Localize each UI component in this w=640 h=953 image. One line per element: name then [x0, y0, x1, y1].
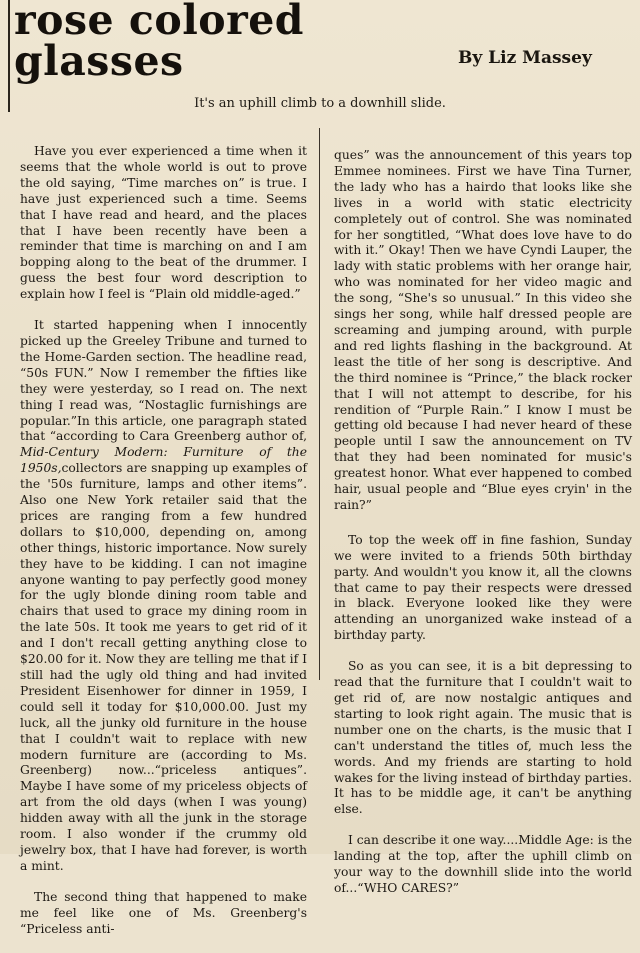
column-divider [319, 128, 320, 680]
paragraph-emmee-nominees: ques” was the announcement of this years top Emmee nominees. First we have Tina Turner, the lady who has a hairdo that looks like she lives in a world with static electricity completely out of control. She was nominated for her songtitled, “What does love have to do with it.” Okay! Then we have Cyndi Lauper, the lady with static problems with her orange hair, who was nominated for her video magic and the song, “She's so unusual.” In this video she sings her song, while half dressed people are screaming and jumping around, with purple and red lights flashing in the background. At least the title of her song is descriptive. And the third nominee is “Prince,” the black rocker that I will not attempt to describe, for his rendition of “Purple Rain.” I know I must be getting old because I had never heard of these people until I saw the announcement on TV that they had been nominated for music's greatest honor. What ever happened to combed hair, usual people and “Blue eyes cryin' in the rain?” [334, 148, 632, 512]
left-column [20, 144, 307, 953]
headline-line-1: rose colored [14, 0, 304, 44]
article-headline [14, 0, 304, 85]
paragraph-second-thing: The second thing that happened to make me feel like one of Ms. Greenberg's “Priceless anti- [20, 889, 307, 936]
book-title: Mid-Century Modern: Furniture of the 1950s, [20, 445, 307, 476]
paragraph-greeley-tribune [20, 318, 307, 875]
headline-line-2: glasses [14, 37, 184, 85]
paragraph-middle-age: I can describe it one way....Middle Age: is the landing at the top, after the uphill climb on your way to the downhill slide into the world of...“WHO CARES?” [334, 833, 632, 895]
paragraph-text: collectors are snapping up examples of the '50s furniture, lamps and other items”. Also one New York retailer said that the prices are ranging from a few hundred dollars to $10,000, depending on, among other things, historic importance. Now surely they have to be kidding. I can not imagine anyone wanting to pay perfectly good money for the ugly blonde dining room table and chairs that used to grace my dining room in the late 50s. It took me years to get rid of it and I don't recall getting anything close to $20.00 for it. Now they are telling me that if I still had the ugly old thing and had invited President Eisenhower for dinner in 1959, I could sell it today for $10,000.00. Just my luck, all the junky old furniture in the house that I couldn't wait to replace with new modern furniture are (according to Ms. Greenberg) now...“priceless antiques”. Maybe I have some of my priceless objects of art from the old days (when I was young) hidden away with all the junk in the storage room. I also wonder if the crummy old jewelry box, that I have had forever, is worth a mint. [20, 461, 307, 873]
right-column [334, 148, 632, 912]
paragraph-intro: Have you ever experienced a time when it seems that the whole world is out to prove the old saying, “Time marches on” is true. I have just experienced such a time. Seems that I have read and heard, and the places that I have been recently have been a reminder that time is marching on and I am bopping along to the beat of the drummer. I guess the best four word description to explain how I feel is “Plain old middle-aged.” [20, 144, 307, 302]
byline: By Liz Massey [458, 48, 592, 68]
paragraph-text: It started happening when I innocently picked up the Greeley Tribune and turned to the Home-Garden section. The headline read, “50s FUN.” Now I remember the fifties like they were yesterday, so I read on. The next thing I read was, “Nostaglic furnishings are popular.”In this article, one paragraph stated that “according to Cara Greenberg author of, [20, 318, 307, 444]
paragraph-depressing: So as you can see, it is a bit depressing to read that the furniture that I couldn't wait to get rid of, are now nostalgic antiques and starting to look right again. The music that is number one on the charts, is the music that I can't understand the titles of, much less the words. And my friends are starting to hold wakes for the living instead of birthday parties. It has to be middle age, it can't be anything else. [334, 659, 632, 817]
article-deck: It's an uphill climb to a downhill slide. [194, 96, 446, 111]
paragraph-birthday-party: To top the week off in fine fashion, Sunday we were invited to a friends 50th birthday party. And wouldn't you know it, all the clowns that came to pay their respects were dressed in black. Everyone looked like they were attending an unorganized wake instead of a birthday party. [334, 532, 632, 643]
